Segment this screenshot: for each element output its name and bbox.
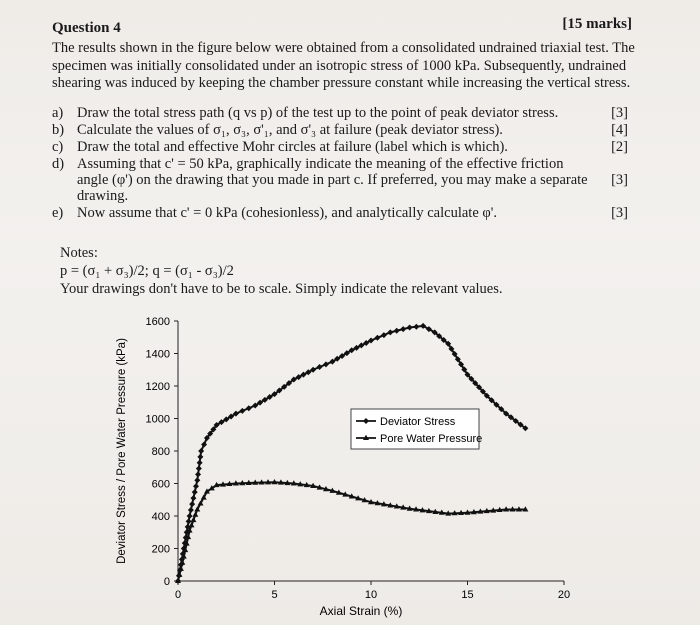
data-point: [413, 324, 419, 330]
data-point: [192, 489, 198, 495]
question-intro: The results shown in the figure below were obtained from a consolidated undrained triaxial test. The specimen was initially consolidated under an isotropic stress of 1000 kPa. Subsequently, undrained shearing was induced by keeping the chamber pressure constant while increasing the vertical stress.: [52, 40, 635, 91]
data-point: [186, 518, 192, 524]
data-point: [323, 361, 329, 367]
question-parts: [52, 105, 642, 222]
x-tick-label: 10: [364, 589, 378, 601]
data-point: [178, 566, 184, 571]
part-e-label: e): [52, 205, 64, 221]
part-b-text: Calculate the values of σ₁, σ₃, σ'₁, and σ'₃ at failure (peak deviator stress).: [77, 122, 503, 138]
part-c-label: c): [52, 139, 64, 155]
x-tick-label: 0: [174, 589, 182, 601]
y-tick-label: 0: [163, 576, 170, 588]
part-a-marks: [3]: [611, 105, 628, 121]
y-axis-label: Deviator Stress / Pore Water Pressure (kPa): [116, 338, 128, 564]
data-point: [192, 512, 198, 517]
y-tick-label: 1600: [145, 316, 170, 328]
y-tick-label: 1000: [145, 413, 170, 426]
x-tick-label: 20: [557, 589, 571, 601]
part-b: [52, 122, 642, 138]
y-tick-label: 400: [151, 511, 170, 523]
part-c-text: Draw the total and effective Mohr circles at failure (label which is which).: [77, 139, 508, 155]
data-point: [196, 466, 202, 472]
part-e-marks: [3]: [611, 205, 628, 221]
data-point: [400, 326, 406, 332]
data-point: [381, 332, 387, 338]
part-d-label: d): [52, 156, 65, 172]
x-axis-label: Axial Strain (%): [319, 604, 403, 618]
x-tick-label: 15: [461, 589, 474, 601]
data-point: [187, 513, 193, 519]
series-line-deviator-stress: [178, 326, 525, 581]
part-d-marks: [3]: [611, 172, 628, 188]
part-c: [52, 139, 642, 155]
notes-text: Your drawings don't have to be to scale. Simply indicate the relevant values.: [60, 281, 503, 297]
notes-formula: p = (σ₁ + σ₃)/2; q = (σ₁ - σ₃)/2: [60, 263, 234, 279]
data-point: [394, 328, 400, 334]
question-header: [52, 16, 632, 38]
data-point: [188, 507, 194, 513]
part-d: [52, 156, 642, 204]
data-point: [407, 325, 413, 331]
data-point: [198, 448, 204, 454]
data-point: [387, 329, 393, 335]
notes: [60, 244, 502, 298]
data-point: [197, 460, 203, 466]
data-point: [246, 405, 252, 411]
part-a-label: a): [52, 105, 64, 121]
part-c-marks: [2]: [611, 139, 628, 155]
question-title: Question 4: [52, 20, 121, 36]
legend-label: Pore Water Pressure: [380, 433, 483, 445]
data-point: [190, 517, 196, 522]
y-tick-label: 200: [151, 543, 170, 556]
part-b-label: b): [52, 122, 65, 138]
data-point: [374, 335, 380, 341]
y-tick-label: 1200: [145, 381, 170, 393]
part-b-marks: [4]: [611, 122, 628, 138]
data-point: [201, 442, 207, 448]
y-tick-label: 800: [151, 446, 170, 458]
part-a-text: Draw the total stress path (q vs p) of the test up to the point of peak deviator stress.: [77, 105, 559, 121]
data-point: [189, 501, 195, 507]
part-d-text: Assuming that c' = 50 kPa, graphically indicate the meaning of the effective friction angle (φ') on the drawing that you made in part c. If preferred, you may make a separate drawing.: [77, 156, 588, 204]
data-point: [195, 471, 201, 477]
data-point: [194, 477, 200, 483]
part-e-text: Now assume that c' = 0 kPa (cohesionless), and analytically calculate φ'.: [77, 205, 497, 221]
part-e: [52, 205, 642, 221]
data-point: [190, 495, 196, 501]
x-tick-label: 5: [271, 589, 278, 601]
notes-title: Notes:: [60, 245, 98, 261]
data-point: [317, 364, 323, 370]
part-a: [52, 105, 642, 121]
y-tick-label: 1400: [145, 348, 170, 361]
legend-label: Deviator Stress: [380, 416, 456, 428]
data-point: [239, 408, 245, 414]
y-tick-label: 600: [151, 478, 170, 491]
question-marks: [15 marks]: [562, 16, 632, 32]
data-point: [193, 483, 199, 489]
triaxial-test-chart: [112, 313, 592, 619]
data-point: [197, 454, 203, 460]
